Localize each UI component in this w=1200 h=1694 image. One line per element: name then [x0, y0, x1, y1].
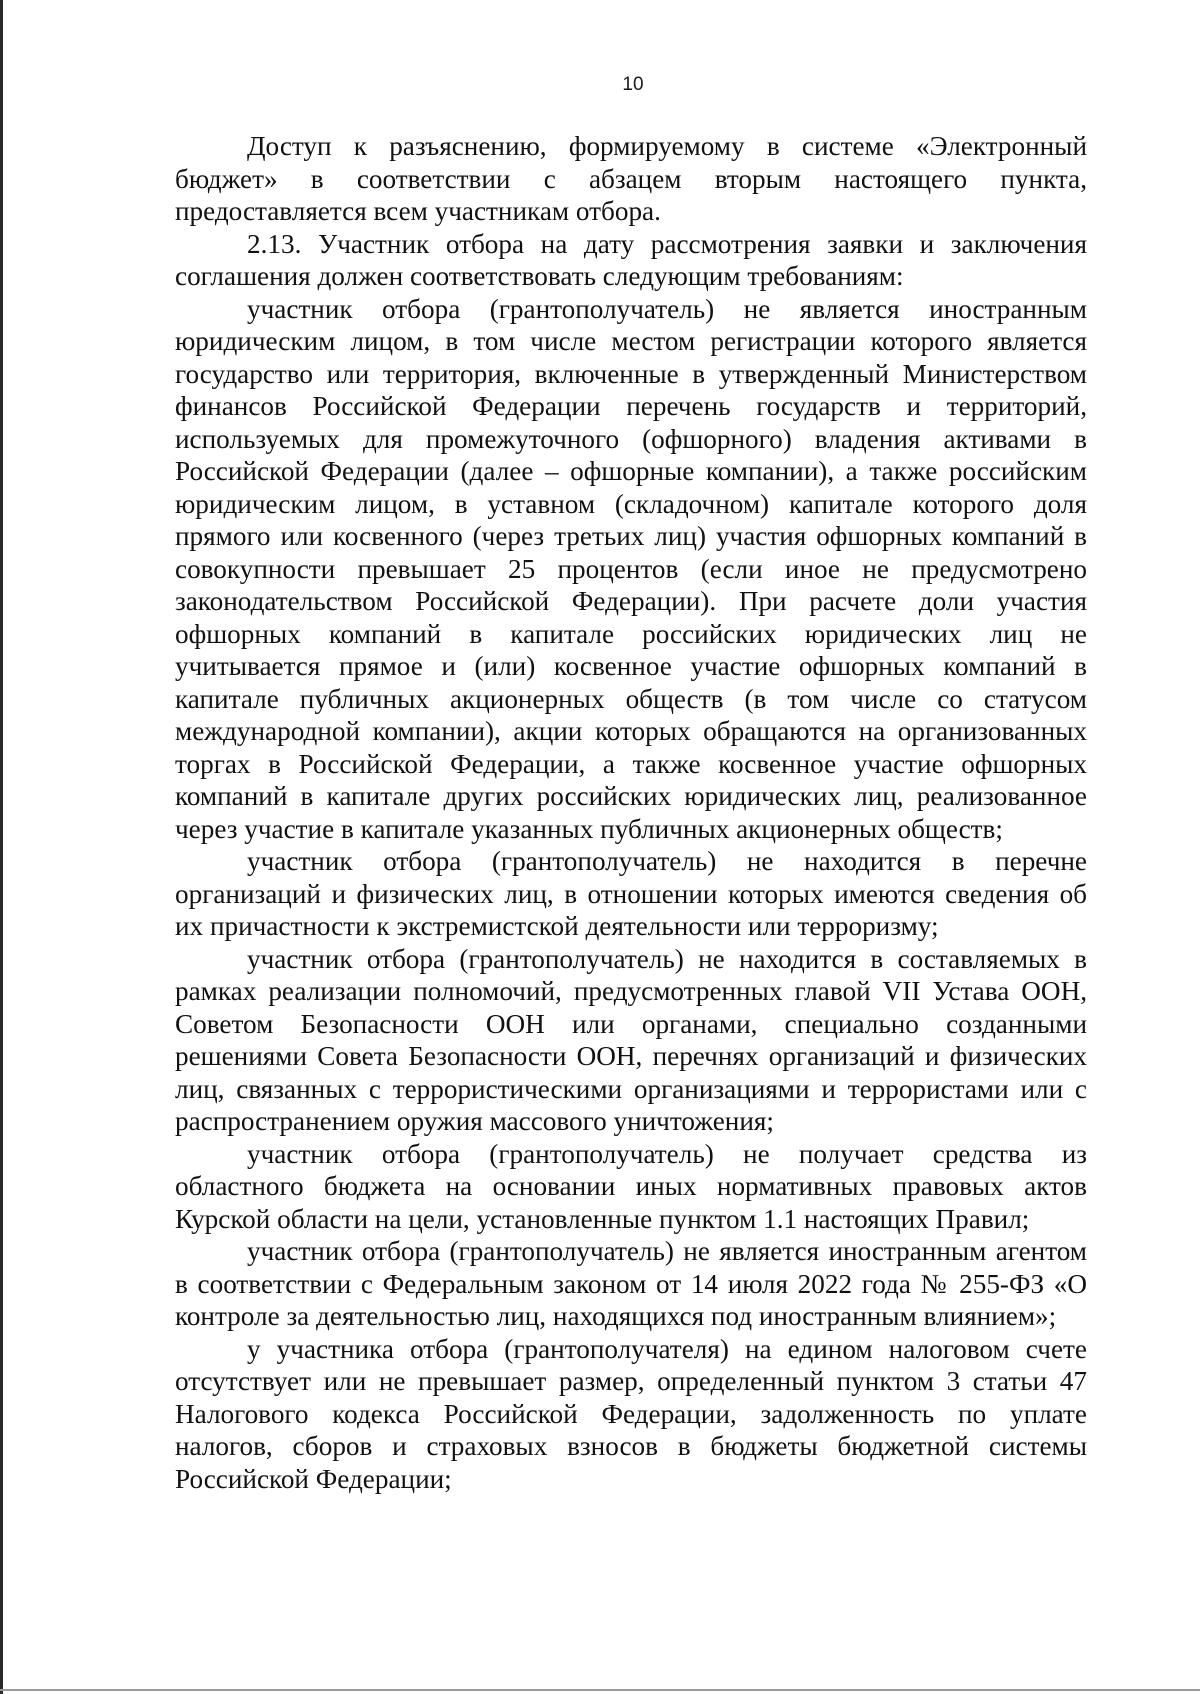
paragraph-regional-budget-requirement: участник отбора (грантополучатель) не получает средства из областного бюджета на основании иных нормативных правовых актов Курской области на цели, установленные пунктом 1.1 настоящих Правил; — [175, 1138, 1087, 1234]
paragraph-un-sanctions-requirement: участник отбора (грантополучатель) не находится в составляемых в рамках реализации полномочий, предусмотренных главой VII Устава ООН, Советом Безопасности ООН или органами, специально созданными решениями Совета Безопасности ООН, перечнях организаций и физических лиц, связанных с террористическими организациями и террористами или с распространением оружия массового уничтожения; — [175, 943, 1087, 1136]
paragraph-extremism-requirement: участник отбора (грантополучатель) не находится в перечне организаций и физических лиц, в отношении которых имеются сведения об их причастности к экстремистской деятельности или терроризму; — [175, 846, 1087, 941]
page-number: 10 — [622, 74, 644, 95]
paragraph-foreign-agent-requirement: участник отбора (грантополучатель) не является иностранным агентом в соответствии с Федеральным законом от 14 июля 2022 года № 255-ФЗ «О контроле за деятельностью лиц, находящихся под иностранным влиянием»; — [175, 1236, 1087, 1331]
paragraph-2-13-requirements: 2.13. Участник отбора на дату рассмотрения заявки и заключения соглашения должен соответствовать следующим требованиям: — [175, 228, 1087, 291]
document-body — [175, 130, 1087, 1495]
scan-edge-left — [0, 0, 3, 1694]
scan-edge-bottom — [0, 1689, 1200, 1691]
paragraph-offshore-requirement: участник отбора (грантополучатель) не является иностранным юридическим лицом, в том числе местом регистрации которого является государство или территория, включенные в утвержденный Министерством финансов Российской Федерации перечень государств и территорий, используемых для промежуточного (офшорного) владения активами в Российской Федерации (далее – офшорные компании), а также российским юридическим лицом, в уставном (складочном) капитале которого доля прямого или косвенного (через третьих лиц) участия офшорных компаний в совокупности превышает 25 процентов (если иное не предусмотрено законодательством Российской Федерации). При расчете доли участия офшорных компаний в капитале российских юридических лиц не учитывается прямое и (или) косвенное участие офшорных компаний в капитале публичных акционерных обществ (в том числе со статусом международной компании), акции которых обращаются на организованных торгах в Российской Федерации, а также косвенное участие офшорных компаний в капитале других российских юридических лиц, реализованное через участие в капитале указанных публичных акционерных обществ; — [175, 293, 1087, 844]
paragraph-access-clarification: Доступ к разъяснению, формируемому в системе «Электронный бюджет» в соответствии с абзацем вторым настоящего пункта, предоставляется всем участникам отбора. — [175, 131, 1087, 226]
paragraph-tax-debt-requirement: у участника отбора (грантополучателя) на едином налоговом счете отсутствует или не превышает размер, определенный пунктом 3 статьи 47 Налогового кодекса Российской Федерации, задолженность по уплате налогов, сборов и страховых взносов в бюджеты бюджетной системы Российской Федерации; — [175, 1333, 1087, 1494]
